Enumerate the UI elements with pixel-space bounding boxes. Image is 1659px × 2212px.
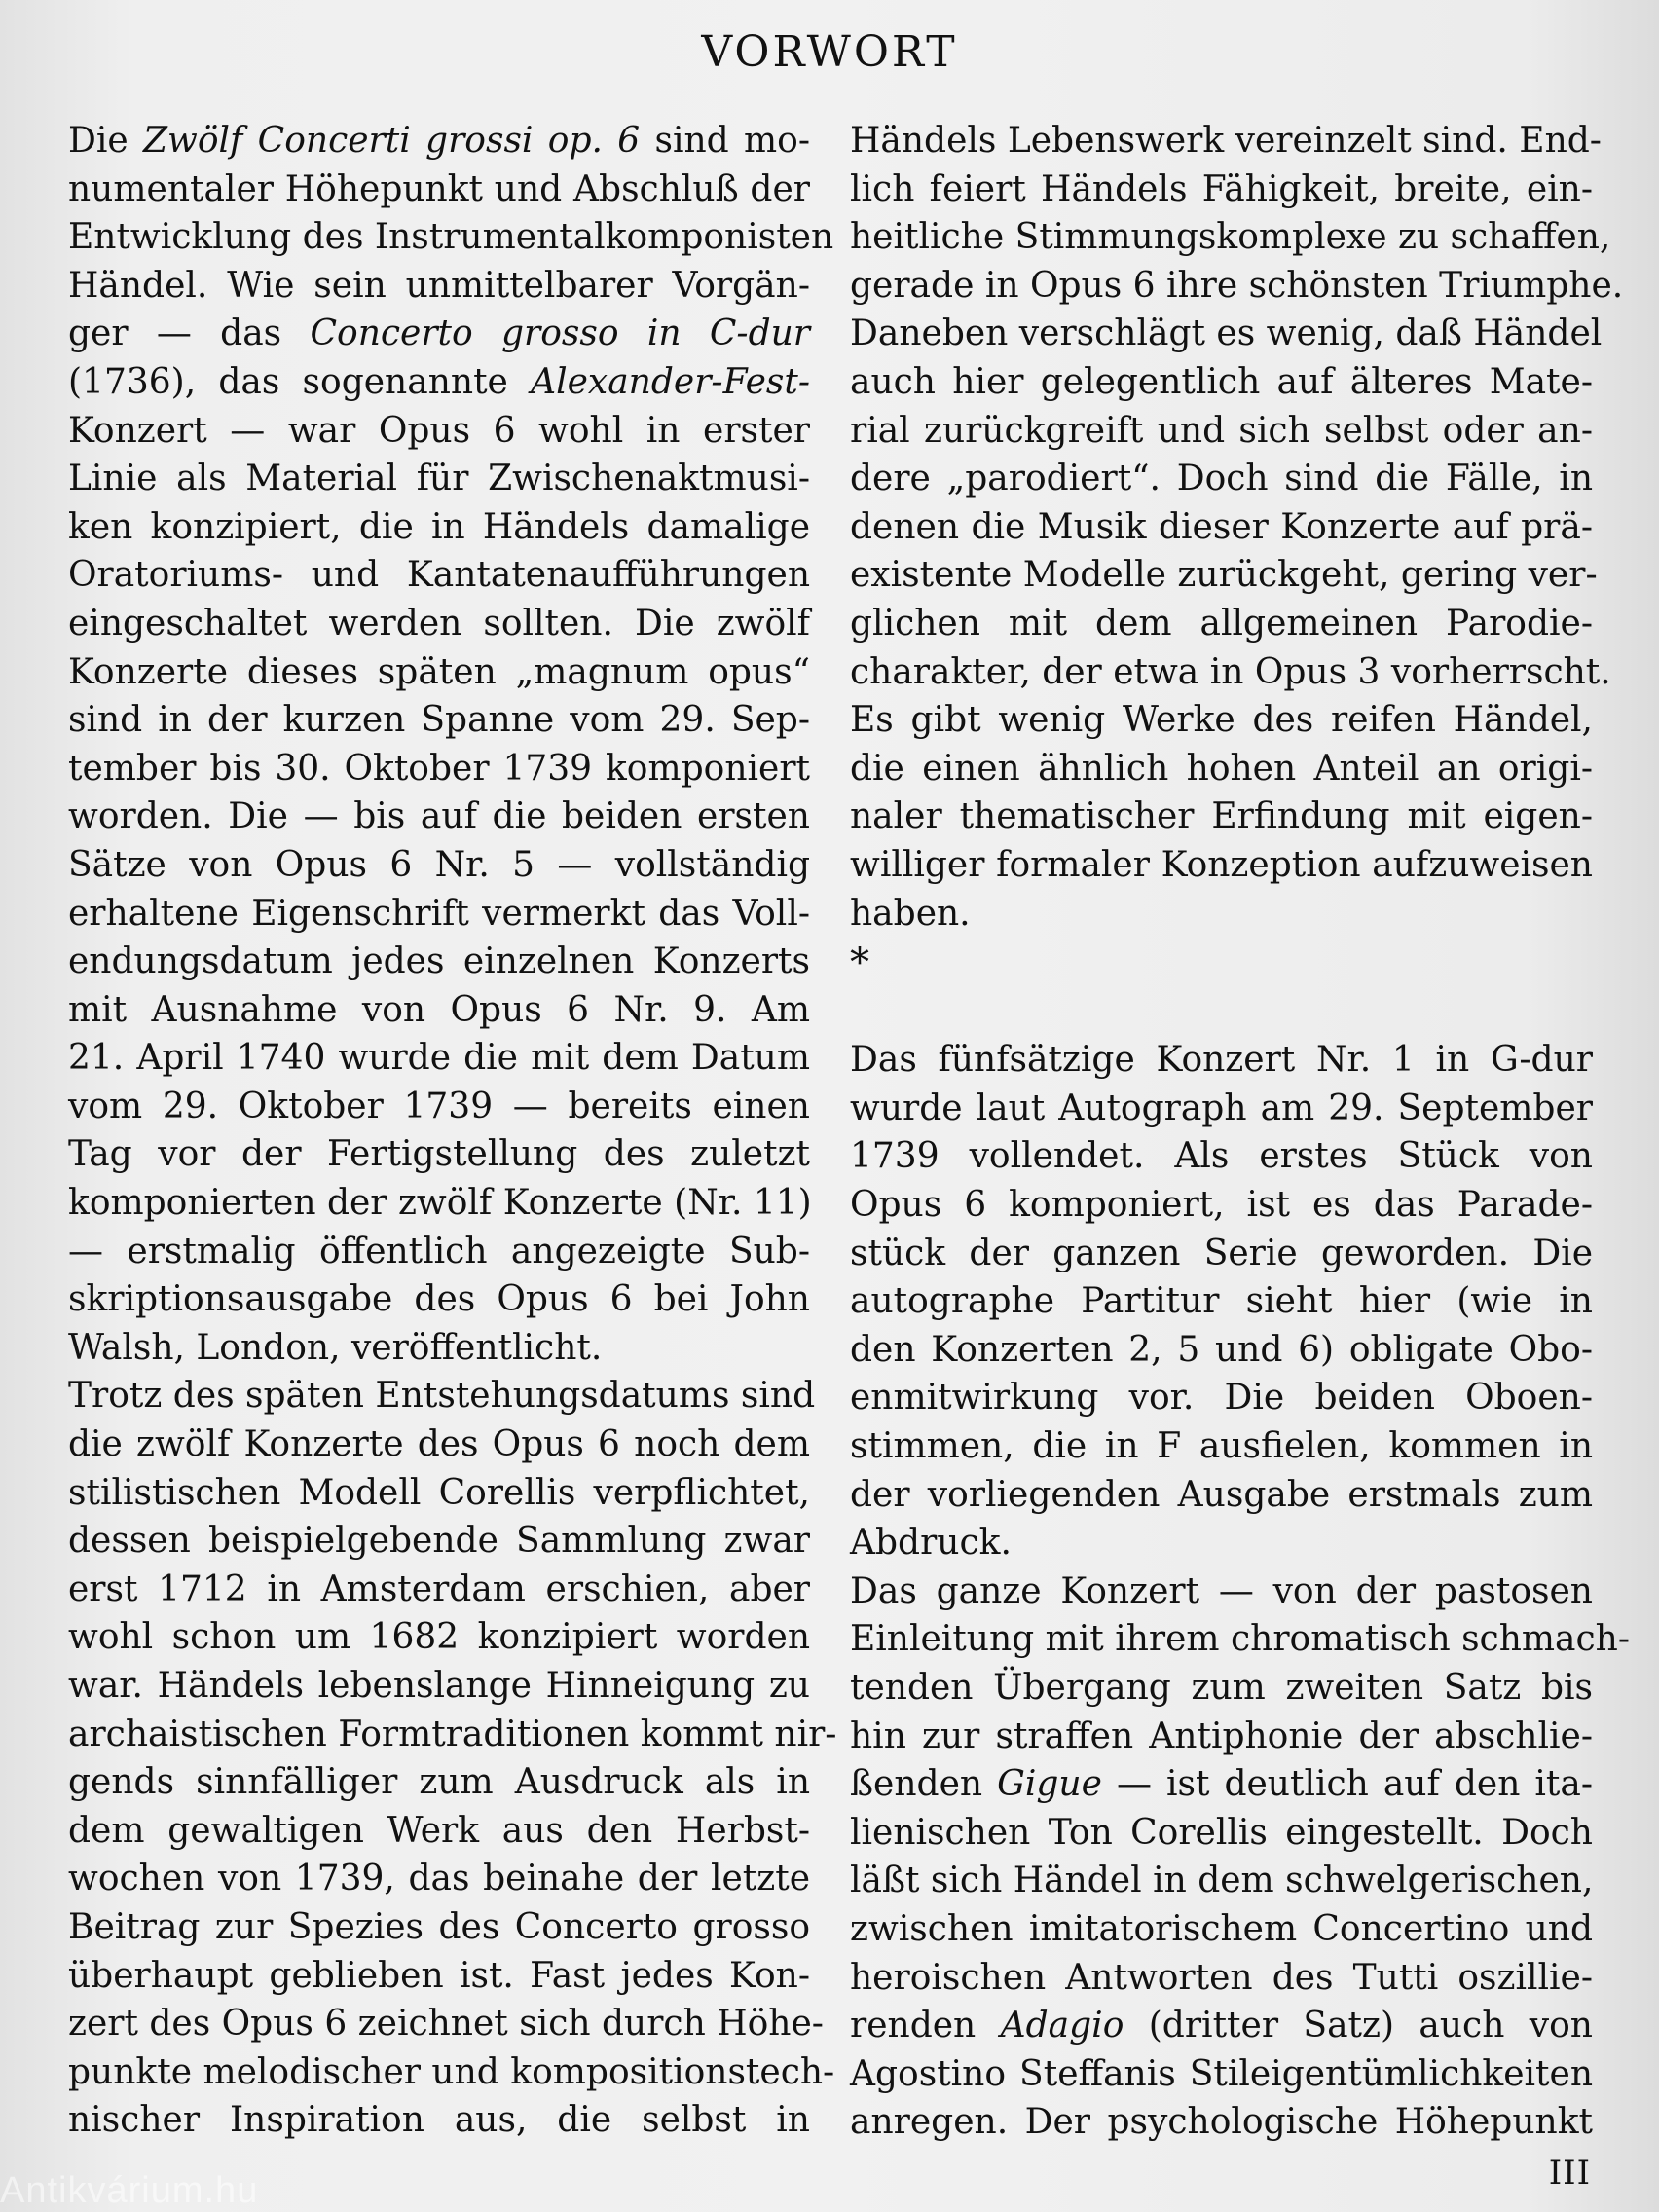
text-line: charakter, der etwa in Opus 3 vorherrscht. xyxy=(850,651,1611,692)
text-line: rial zurückgreift und sich selbst oder an- xyxy=(850,410,1593,451)
text-line: heroischen Antworten des Tutti oszillie- xyxy=(850,1957,1593,1998)
text-line: Konzerte dieses späten „magnum opus“ xyxy=(68,651,810,692)
italic-title: Alexander-Fest- xyxy=(531,361,810,402)
text-line: Einleitung mit ihrem chromatisch schmach- xyxy=(850,1619,1630,1660)
text-line: Linie als Material für Zwischenaktmusi- xyxy=(68,459,810,499)
text-line: williger formaler Konzeption aufzuweisen xyxy=(850,844,1593,885)
text-line: 21. April 1740 wurde die mit dem Datum xyxy=(68,1038,810,1079)
text-line: die zwölf Konzerte des Opus 6 noch dem xyxy=(68,1424,810,1465)
text-line: existente Modelle zurückgeht, gering ver- xyxy=(850,555,1598,596)
text-line: hin zur straffen Antiphonie der abschlie- xyxy=(850,1715,1593,1756)
right-column-text-a xyxy=(850,117,1624,938)
text-line: erhaltene Eigenschrift vermerkt das Voll- xyxy=(68,893,810,934)
text-line: Händel. Wie sein unmittelbarer Vorgän- xyxy=(68,265,810,306)
text-line: — erstmalig öffentlich angezeigte Sub- xyxy=(68,1231,810,1272)
text-line: Walsh, London, veröffentlicht. xyxy=(68,1327,603,1368)
text-line: die einen ähnlich hohen Anteil an origi- xyxy=(850,748,1593,789)
text-line: Tag vor der Fertigstellung des zuletzt xyxy=(68,1134,810,1175)
text-line: (1736), das sogenannte Alexander-Fest- xyxy=(68,361,810,402)
text-line: eingeschaltet werden sollten. Die zwölf xyxy=(68,603,810,644)
text-line: ger — das Concerto grosso in C-dur xyxy=(68,313,811,354)
text-line: Die Zwölf Concerti grossi op. 6 sind mo- xyxy=(68,121,810,161)
text-line: überhaupt geblieben ist. Fast jedes Kon- xyxy=(68,1955,810,1996)
italic-title: Concerto grosso in C-dur xyxy=(310,313,811,354)
text-line: Abdruck. xyxy=(850,1523,1012,1564)
text-line: wurde laut Autograph am 29. September xyxy=(850,1088,1593,1128)
text-line: heitliche Stimmungskomplexe zu schaffen, xyxy=(850,217,1611,258)
text-line: sind in der kurzen Spanne vom 29. Sep- xyxy=(68,700,810,741)
italic-title: Adagio xyxy=(1000,2006,1124,2046)
text-line: stilistischen Modell Corellis verpflichtet, xyxy=(68,1472,810,1513)
text-line: erst 1712 in Amsterdam erschien, aber xyxy=(68,1568,810,1609)
text-line: gends sinnfälliger zum Ausdruck als in xyxy=(68,1762,810,1803)
watermark: Antikvárium.hu xyxy=(0,2170,259,2211)
text-line: ken konzipiert, die in Händels damalige xyxy=(68,506,810,547)
text-line: Sätze von Opus 6 Nr. 5 — vollständig xyxy=(68,844,810,885)
text-line: dessen beispielgebende Sammlung zwar xyxy=(68,1521,810,1562)
italic-title: Zwölf Concerti grossi op. 6 xyxy=(143,121,641,161)
page-number: III xyxy=(1548,2154,1591,2193)
text-line: Entwicklung des Instrumentalkomponisten xyxy=(68,217,834,258)
text-line: tenden Übergang zum zweiten Satz bis xyxy=(850,1668,1593,1708)
text-line: mit Ausnahme von Opus 6 Nr. 9. Am xyxy=(68,989,810,1030)
text-line: anregen. Der psychologische Höhepunkt xyxy=(850,2102,1593,2143)
text-line: auch hier gelegentlich auf älteres Mate- xyxy=(850,361,1593,402)
text-line: Es gibt wenig Werke des reifen Händel, xyxy=(850,700,1593,741)
text-line: gerade in Opus 6 ihre schönsten Triumphe. xyxy=(850,265,1624,306)
text-line: skriptionsausgabe des Opus 6 bei John xyxy=(68,1279,810,1320)
text-line: vom 29. Oktober 1739 — bereits einen xyxy=(68,1086,810,1126)
text-line: nischer Inspiration aus, die selbst in xyxy=(68,2100,810,2141)
text-line: haben. xyxy=(850,893,971,934)
text-line: zwischen imitatorischem Concertino und xyxy=(850,1908,1593,1949)
text-line: lich feiert Händels Fähigkeit, breite, ein- xyxy=(850,168,1593,209)
text-line: endungsdatum jedes einzelnen Konzerts xyxy=(68,941,810,982)
section-separator: * xyxy=(850,940,869,986)
right-column xyxy=(850,117,1630,2147)
left-column-text xyxy=(68,117,837,2145)
text-line: Konzert — war Opus 6 wohl in erster xyxy=(68,410,810,451)
text-line: dem gewaltigen Werk aus den Herbst- xyxy=(68,1810,810,1851)
right-column-text-b xyxy=(850,1036,1630,2147)
left-column xyxy=(68,117,837,2145)
text-line: komponierten der zwölf Konzerte (Nr. 11) xyxy=(68,1183,812,1224)
text-line: punkte melodischer und kompositionstech- xyxy=(68,2051,835,2092)
text-line: stück der ganzen Serie geworden. Die xyxy=(850,1233,1593,1273)
text-line: Opus 6 komponiert, ist es das Parade- xyxy=(850,1185,1593,1226)
text-line: wochen von 1739, das beinahe der letzte xyxy=(68,1859,810,1899)
text-line: worden. Die — bis auf die beiden ersten xyxy=(68,796,810,837)
text-line: Trotz des späten Entstehungsdatums sind xyxy=(68,1376,816,1417)
text-line: den Konzerten 2, 5 und 6) obligate Obo- xyxy=(850,1329,1593,1370)
text-line: Das fünfsätzige Konzert Nr. 1 in G-dur xyxy=(850,1040,1593,1081)
page-title: VORWORT xyxy=(701,27,958,77)
text-line: Daneben verschlägt es wenig, daß Händel xyxy=(850,313,1603,354)
text-line: der vorliegenden Ausgabe erstmals zum xyxy=(850,1474,1593,1515)
text-line: Das ganze Konzert — von der pastosen xyxy=(850,1570,1593,1611)
text-line: enmitwirkung vor. Die beiden Oboen- xyxy=(850,1378,1593,1419)
text-line: Agostino Steffanis Stileigentümlichkeiten xyxy=(850,2053,1593,2094)
text-line: glichen mit dem allgemeinen Parodie- xyxy=(850,603,1593,644)
text-line: stimmen, die in F ausfielen, kommen in xyxy=(850,1426,1593,1467)
text-line: dere „parodiert“. Doch sind die Fälle, in xyxy=(850,459,1593,499)
text-line: läßt sich Händel in dem schwelgerischen, xyxy=(850,1861,1594,1901)
text-line: wohl schon um 1682 konzipiert worden xyxy=(68,1617,810,1658)
spacer xyxy=(850,988,1593,1037)
text-line: lienischen Ton Corellis eingestellt. Doch xyxy=(850,1812,1593,1853)
italic-title: Gigue xyxy=(997,1764,1102,1805)
text-line: renden Adagio (dritter Satz) auch von xyxy=(850,2006,1593,2046)
text-line: Händels Lebenswerk vereinzelt sind. End- xyxy=(850,121,1602,161)
text-line: ßenden Gigue — ist deutlich auf den ita- xyxy=(850,1764,1594,1805)
text-line: 1739 vollendet. Als erstes Stück von xyxy=(850,1136,1593,1177)
text-line: zert des Opus 6 zeichnet sich durch Höhe- xyxy=(68,2004,824,2045)
text-line: autographe Partitur sieht hier (wie in xyxy=(850,1281,1593,1322)
text-line: Beitrag zur Spezies des Concerto grosso xyxy=(68,1906,810,1947)
text-line: Oratoriums- und Kantatenaufführungen xyxy=(68,555,810,596)
text-line: numentaler Höhepunkt und Abschluß der xyxy=(68,168,810,209)
text-line: tember bis 30. Oktober 1739 komponiert xyxy=(68,748,810,789)
text-line: denen die Musik dieser Konzerte auf prä- xyxy=(850,506,1593,547)
text-line: war. Händels lebenslange Hinneigung zu xyxy=(68,1666,810,1706)
text-line: naler thematischer Erfindung mit eigen- xyxy=(850,796,1593,837)
text-line: archaistischen Formtraditionen kommt nir- xyxy=(68,1714,837,1754)
